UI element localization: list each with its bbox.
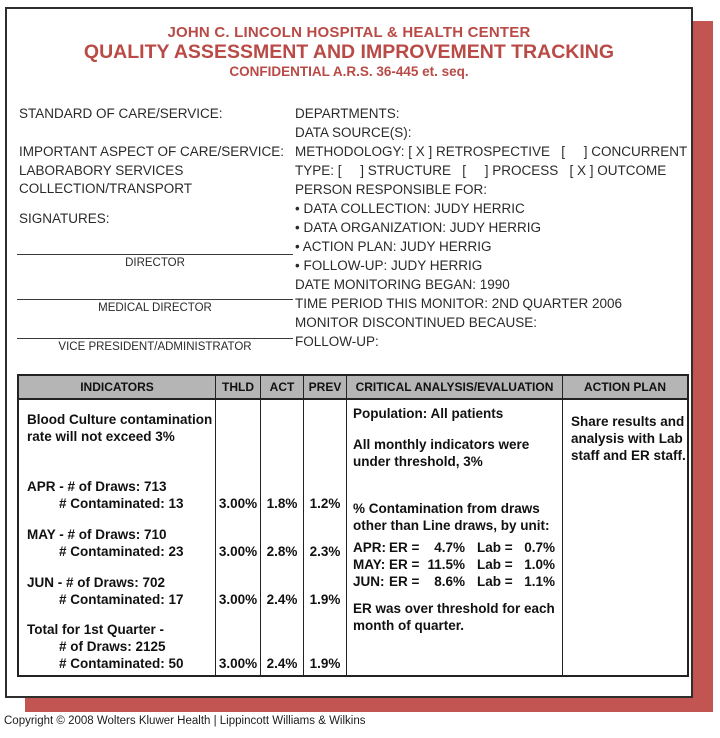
unit-lab-value: 0.7% xyxy=(524,540,555,555)
signature-caption-director: DIRECTOR xyxy=(125,257,185,269)
header-cell-prev: PREV xyxy=(304,376,347,398)
line-monitor-discontinued: MONITOR DISCONTINUED BECAUSE: xyxy=(295,315,538,330)
important-aspect-block xyxy=(19,143,284,199)
act-value-jun: 2.4% xyxy=(266,592,298,607)
unit-lab-value: 1.0% xyxy=(524,557,555,572)
action-plan-line2: analysis with Lab xyxy=(571,431,683,446)
summary-line1: All monthly indicators were xyxy=(353,437,530,452)
prev-cell xyxy=(304,400,347,675)
signatures-label: SIGNATURES: xyxy=(19,211,110,226)
line-time-period: TIME PERIOD THIS MONITOR: 2ND QUARTER 2006 xyxy=(295,296,623,311)
line-departments: DEPARTMENTS: xyxy=(295,106,400,121)
standard-of-care-label: STANDARD OF CARE/SERVICE: xyxy=(19,106,223,121)
important-aspect-label: IMPORTANT ASPECT OF CARE/SERVICE: xyxy=(19,144,285,159)
thld-value-total: 3.00% xyxy=(218,656,258,671)
action-plan-line3: staff and ER staff. xyxy=(571,448,686,463)
bullet-data-collection: • DATA COLLECTION: JUDY HERRIC xyxy=(295,201,525,216)
may-draws-line: MAY - # of Draws: 710 xyxy=(27,527,167,542)
thld-value-jun: 3.00% xyxy=(218,592,258,607)
header-cell-act: ACT xyxy=(261,376,304,398)
form-title: QUALITY ASSESSMENT AND IMPROVEMENT TRACKING xyxy=(83,41,615,63)
prev-value-apr: 1.2% xyxy=(309,496,341,511)
table-body xyxy=(19,400,687,675)
unit-header-line2: other than Line draws, by unit: xyxy=(353,518,550,533)
signature-caption-vice-president: VICE PRESIDENT/ADMINISTRATOR xyxy=(58,341,252,353)
total-quarter-line: Total for 1st Quarter - xyxy=(27,622,165,637)
unit-row-may xyxy=(353,556,555,573)
unit-er-label: ER = xyxy=(389,574,420,589)
act-value-may: 2.8% xyxy=(266,544,298,559)
unit-er-value: 11.5% xyxy=(427,557,465,572)
unit-lab-value: 1.1% xyxy=(524,574,555,589)
header-cell-critical-analysis: CRITICAL ANALYSIS/EVALUATION xyxy=(347,376,563,398)
action-plan-line1: Share results and xyxy=(571,414,685,429)
total-draws-line: # of Draws: 2125 xyxy=(59,639,166,654)
header-cell-thld: THLD xyxy=(216,376,261,398)
line-methodology-checkboxes: METHODOLOGY: [ X ] RETROSPECTIVE [ ] CONCURRENT xyxy=(295,144,688,159)
unit-lab-label: Lab = xyxy=(477,574,513,589)
confidential-notice: CONFIDENTIAL A.R.S. 36-445 et. seq. xyxy=(229,64,469,79)
jun-draws-line: JUN - # of Draws: 702 xyxy=(27,575,166,590)
thld-value-apr: 3.00% xyxy=(218,496,258,511)
bullet-action-plan: • ACTION PLAN: JUDY HERRIG xyxy=(295,239,492,254)
jun-contaminated-line: # Contaminated: 17 xyxy=(59,592,184,607)
prev-value-total: 1.9% xyxy=(309,656,341,671)
total-contaminated-line: # Contaminated: 50 xyxy=(59,656,184,671)
unit-month: MAY: xyxy=(353,557,386,572)
critical-analysis-cell xyxy=(347,400,563,675)
form-page xyxy=(5,7,693,698)
prev-value-may: 2.3% xyxy=(309,544,341,559)
bullet-data-organization: • DATA ORGANIZATION: JUDY HERRIG xyxy=(295,220,541,235)
bullet-follow-up: • FOLLOW-UP: JUDY HERRIG xyxy=(295,258,483,273)
thld-cell xyxy=(216,400,261,675)
unit-er-value: 8.6% xyxy=(434,574,465,589)
hospital-name: JOHN C. LINCOLN HOSPITAL & HEALTH CENTER xyxy=(167,24,531,41)
prev-value-jun: 1.9% xyxy=(309,592,341,607)
header-cell-indicators: INDICATORS xyxy=(19,376,216,398)
unit-er-value: 4.7% xyxy=(434,540,465,555)
unit-er-label: ER = xyxy=(389,540,420,555)
table-header-row xyxy=(19,376,687,400)
unit-month: APR: xyxy=(353,540,386,555)
unit-month: JUN: xyxy=(353,574,385,589)
may-contaminated-line: # Contaminated: 23 xyxy=(59,544,184,559)
line-person-responsible: PERSON RESPONSIBLE FOR: xyxy=(295,182,488,197)
act-value-total: 2.4% xyxy=(266,656,298,671)
line-follow-up: FOLLOW-UP: xyxy=(295,334,379,349)
conclusion-line2: month of quarter. xyxy=(353,618,464,633)
copyright-text: Copyright © 2008 Wolters Kluwer Health | Lippincott Williams & Wilkins xyxy=(4,715,366,727)
line-data-sources: DATA SOURCE(S): xyxy=(295,125,412,140)
signature-line-vice-president xyxy=(17,338,293,339)
qa-tracking-table xyxy=(17,374,689,677)
line-date-monitoring-began: DATE MONITORING BEGAN: 1990 xyxy=(295,277,510,292)
unit-row-jun xyxy=(353,573,555,590)
apr-contaminated-line: # Contaminated: 13 xyxy=(59,496,184,511)
conclusion-line1: ER was over threshold for each xyxy=(353,601,555,616)
signature-line-director xyxy=(17,254,293,255)
line-type-checkboxes: TYPE: [ ] STRUCTURE [ ] PROCESS [ X ] OUTCOME xyxy=(295,163,667,178)
population-line: Population: All patients xyxy=(353,406,504,421)
act-value-apr: 1.8% xyxy=(266,496,298,511)
thld-value-may: 3.00% xyxy=(218,544,258,559)
important-aspect-value-line1: LABORABORY SERVICES xyxy=(19,162,184,178)
summary-line2: under threshold, 3% xyxy=(353,454,483,469)
form-metadata-panel xyxy=(295,104,687,351)
header-cell-action-plan: ACTION PLAN xyxy=(584,380,666,394)
act-cell xyxy=(261,400,304,675)
indicator-goal-line2: rate will not exceed 3% xyxy=(27,429,175,444)
action-plan-cell xyxy=(563,400,687,675)
unit-row-apr xyxy=(353,539,555,556)
unit-lab-label: Lab = xyxy=(477,557,513,572)
signature-line-medical-director xyxy=(17,299,293,300)
unit-lab-label: Lab = xyxy=(477,540,513,555)
unit-header-line1: % Contamination from draws xyxy=(353,501,540,516)
unit-er-label: ER = xyxy=(389,557,420,572)
important-aspect-value-line2: COLLECTION/TRANSPORT xyxy=(19,181,193,196)
indicator-goal-line1: Blood Culture contamination xyxy=(27,412,213,427)
indicators-cell xyxy=(19,400,216,675)
signature-caption-medical-director: MEDICAL DIRECTOR xyxy=(98,302,212,314)
apr-draws-line: APR - # of Draws: 713 xyxy=(27,479,167,494)
